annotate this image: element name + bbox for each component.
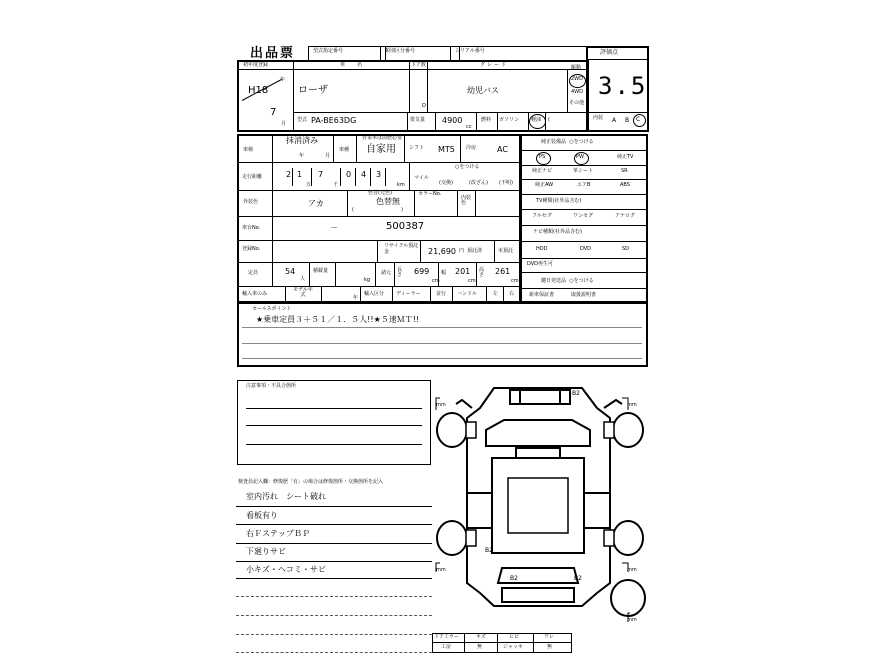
doors-label: ドア数 — [411, 62, 426, 68]
exterior-color-label: 外装色 — [243, 199, 259, 205]
vehicle-damage-diagram — [432, 378, 648, 633]
car-name-label: 車名 — [340, 62, 375, 68]
width-value: 201 — [455, 267, 471, 276]
legend-header-mirror: ドアミラー — [434, 634, 459, 640]
tire-mm-spare: mm — [627, 617, 637, 623]
interior-grade-b: B — [625, 117, 630, 124]
mileage-type-label: マイル — [414, 175, 429, 181]
mileage-km-unit: km — [397, 182, 405, 188]
equip-leather-seat: 革シート — [573, 168, 594, 174]
interior-grade-c: C — [636, 116, 641, 123]
tv-oneseg: ワンセグ — [573, 213, 594, 219]
equip-abs: ABS — [620, 182, 630, 188]
note-item-4: 下廻りサビ — [246, 547, 286, 556]
dims-label: 諸元 — [381, 270, 392, 276]
warranty-label: 新車保証書 — [529, 292, 555, 298]
chassis-label: 車台No. — [242, 225, 261, 231]
note-item-1: 室内汚れ シート破れ — [246, 492, 326, 501]
repaint-paren-close: ) — [401, 207, 403, 213]
equip-ps: PS — [539, 154, 546, 160]
legend-value-scratch: 無 — [477, 644, 483, 650]
recycle-label: リサイクル預託金 — [384, 243, 419, 255]
load-label: 積載量 — [313, 268, 329, 274]
type-number-label: 型式指定番号 — [313, 48, 344, 54]
recycle-paid: 預託済 — [467, 248, 483, 254]
interior-grade-a: A — [612, 117, 617, 124]
import-dealer: ディーラー — [396, 291, 421, 297]
grade-value: 幼児バス — [467, 86, 499, 95]
manual-label: 取扱説明書 — [571, 292, 597, 298]
color-no-label: カラーNo. — [418, 191, 442, 197]
shift-label: シフト — [409, 145, 425, 151]
damage-code-rear-right: B2 — [574, 575, 582, 582]
grade-label: グレード — [480, 62, 509, 68]
form-title: 出品票 — [250, 46, 296, 61]
repaint-value: 色替無 — [376, 197, 400, 206]
first-reg-era: H18 — [248, 85, 269, 96]
load-unit: kg — [364, 277, 371, 283]
reg-no-label: 登録No. — [242, 246, 261, 252]
model-value: PA-BE63DG — [311, 116, 357, 125]
inspection-month-unit: 月 — [325, 153, 331, 159]
legend-header-scratch: キズ — [476, 634, 486, 640]
dvd-playback-label: DVD再生可 — [527, 261, 554, 267]
length-label: 長さ — [397, 267, 403, 278]
exterior-color-value: アカ — [308, 199, 324, 208]
inspection-year-unit: 年 — [299, 153, 305, 159]
drive-2wd: 2WD — [571, 76, 583, 82]
height-label: 高さ — [479, 267, 485, 278]
tire-mm-fr: mm — [627, 402, 637, 408]
length-value: 699 — [414, 267, 430, 276]
shift-value: MT5 — [438, 145, 455, 154]
import-only-label: 輸入車のみ — [242, 291, 268, 297]
recycle-value: 21,690 — [428, 247, 456, 256]
chassis-value: 500387 — [386, 221, 425, 232]
tv-type-label: TV種類(社外品含む) — [536, 198, 582, 204]
sales-point-label: セールスポイント — [252, 306, 292, 312]
import-parallel: 並行 — [436, 291, 447, 297]
handle-left: 左 — [493, 291, 499, 297]
nav-dvd: DVD — [580, 246, 592, 252]
mileage-digit-2: 1 — [297, 170, 303, 179]
mileage-digit-1: 2 — [286, 170, 292, 179]
key-label-text: 鍵日発送品 — [541, 278, 567, 284]
caution-box — [237, 380, 431, 465]
drive-other: その他 — [569, 100, 585, 106]
drive-label: 駆動 — [571, 65, 582, 71]
handle-label: ハンドル — [457, 291, 478, 297]
mileage-unknown: (不明) — [499, 180, 513, 186]
fuel-other-paren: ( — [548, 117, 550, 123]
equip-pw: PW — [576, 154, 584, 160]
damage-code-front: B2 — [572, 390, 580, 397]
capacity-value: 54 — [285, 267, 296, 276]
mileage-digit-6: 3 — [376, 170, 382, 179]
nav-hdd: HDD — [536, 246, 548, 252]
height-value: 261 — [495, 267, 511, 276]
import-class-label: 輸入区分 — [364, 291, 385, 297]
drive-4wd: 4WD — [571, 89, 583, 95]
key-label — [541, 279, 594, 284]
first-reg-month: 7 — [270, 107, 277, 118]
score-value: 3.5 — [598, 72, 648, 100]
caution-label: 注意事項・不具合箇所 — [246, 383, 297, 389]
handle-right: 右 — [509, 291, 515, 297]
mileage-label: 走行距離 — [242, 174, 263, 180]
ac-value: AC — [497, 145, 508, 154]
first-reg-month-suffix: 月 — [281, 121, 287, 127]
score-label: 評価点 — [600, 49, 619, 56]
mileage-digit-4: 0 — [346, 170, 352, 179]
first-reg-year-suffix: 年 — [280, 77, 286, 83]
inspection-label: 車検 — [243, 147, 254, 153]
key-circle-note: ○をつける — [569, 278, 594, 284]
capacity-label: 定員 — [248, 270, 259, 276]
tire-mm-rl: mm — [436, 567, 446, 573]
model-year-label: モデル年式 — [293, 287, 313, 298]
tv-analog: アナログ — [615, 213, 636, 219]
note-item-5: 小キズ・ヘコミ・サビ — [246, 565, 326, 574]
damage-code-rear: B2 — [510, 575, 518, 582]
mileage-circle-note: ○をつける — [455, 164, 480, 170]
first-reg-label: 初年度登録 — [243, 62, 269, 68]
displacement-label: 排気量 — [410, 117, 426, 123]
genuine-equipment-label — [541, 140, 594, 145]
mileage-digit-3: 7 — [318, 170, 324, 179]
damage-code-rear-left: B2 — [485, 547, 493, 554]
genuine-label-text: 純正装備品 — [541, 139, 567, 145]
width-label: 幅 — [441, 270, 447, 276]
model-year-unit: 年 — [353, 295, 359, 301]
fuel-gasoline: ガソリン — [499, 117, 520, 123]
equip-airbag: エアB — [577, 182, 591, 188]
equip-sr: SR — [621, 168, 628, 174]
legend-value-mirror: 工房 — [441, 644, 452, 650]
genuine-circle-note: ○をつける — [569, 139, 594, 145]
mileage-sep-sen: 千 — [333, 182, 339, 188]
legend-value-break: 無 — [547, 644, 553, 650]
doors-suffix: D — [422, 103, 426, 109]
tire-mm-fl: mm — [436, 402, 446, 408]
fuel-diesel: 軽油 — [531, 117, 542, 123]
displacement-value: 4900 — [442, 116, 463, 125]
interior-score-label: 内装 — [593, 115, 604, 121]
recycle-unpaid: 未預託 — [498, 248, 514, 254]
repaint-label: 色替(元色) — [368, 190, 392, 196]
fuel-label: 燃料 — [481, 117, 492, 123]
equip-genuine-tv: 純正TV — [617, 154, 634, 160]
model-label: 型式 — [297, 117, 308, 123]
note-item-3: 右ＦステップＢＰ — [246, 529, 310, 538]
width-unit: cm — [468, 278, 476, 284]
length-unit: cm — [432, 278, 440, 284]
capacity-unit: 人 — [300, 276, 306, 282]
equip-genuine-nav: 純正ナビ — [532, 168, 553, 174]
vehicle-type-label: 車種 — [339, 147, 350, 153]
mileage-tampered: (改ざん) — [469, 180, 488, 186]
usage-value: 自家用 — [366, 144, 396, 155]
tire-mm-rr: mm — [627, 567, 637, 573]
legend-header-break: ワレ — [544, 634, 555, 640]
inspector-label: 検査員記入欄：修復歴「有」の場合は修復箇所・交換箇所を記入 — [238, 479, 384, 485]
tv-fullseg: フルセグ — [532, 213, 552, 219]
sales-point-text: ★乗車定員３＋５１／１．５人!!★５速ＭＴ!! — [256, 315, 420, 324]
mileage-sep-man: 万 — [306, 182, 312, 188]
displacement-unit: cc — [466, 124, 472, 130]
nav-type-label: ナビ種類(社外品含む) — [533, 229, 582, 235]
equip-genuine-aw: 純正AW — [535, 182, 554, 188]
serial-number-label: シリアル番号 — [455, 48, 485, 54]
inspection-value: 抹消済み — [286, 136, 318, 145]
nav-sd: SD — [622, 246, 630, 252]
mileage-digit-5: 4 — [361, 170, 367, 179]
recycle-unit: 円 — [459, 248, 465, 254]
mileage-exchanged: (交換) — [439, 180, 453, 186]
legend-header-crack: ヒビ — [509, 634, 520, 640]
interior-color-label: 内装色 — [461, 195, 472, 206]
usage-note: 営業車は前歴必要 — [362, 135, 403, 141]
class-number-label: 類別区分番号 — [385, 48, 416, 54]
repaint-paren-open: ( — [352, 207, 354, 213]
ac-label: 冷房 — [466, 145, 477, 151]
legend-value-crack: ジャッキ — [503, 644, 523, 650]
chassis-dash: － — [330, 223, 338, 232]
height-unit: cm — [511, 278, 519, 284]
car-name: ローザ — [298, 85, 328, 96]
note-item-2: 看板有り — [246, 511, 278, 520]
